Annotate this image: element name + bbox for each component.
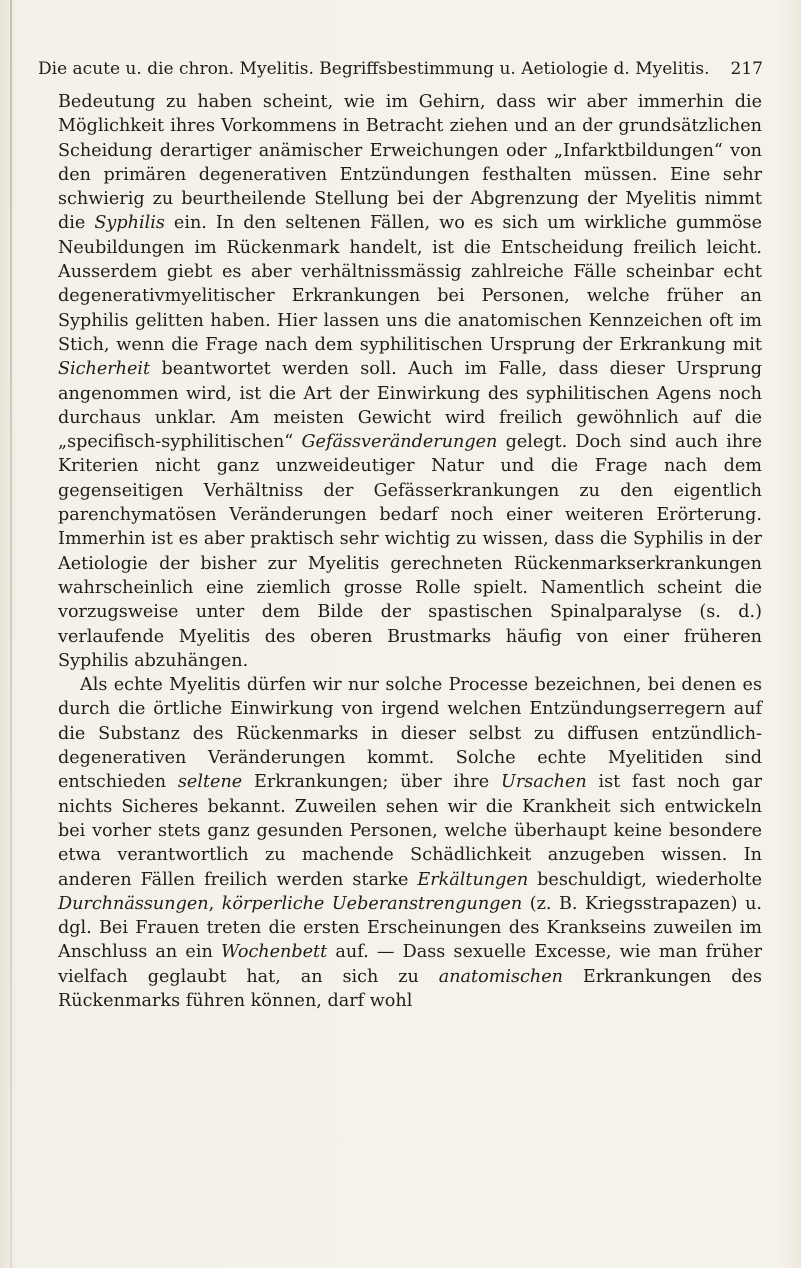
italic-term: Wochenbett: [220, 942, 328, 963]
italic-term: Gefässveränderungen: [301, 432, 498, 453]
text-run: ist fast noch gar nichts Sicheres bekannt. Zuweilen sehen wir die Krankheit sich entwickeln bei vorher stets ganz gesunden Personen, welche überhaupt keine besondere etwa verantwortlich zu machende Schädlichkeit anzugeben wissen. In anderen Fällen freilich werden starke: [58, 772, 763, 890]
page-number: 217: [730, 59, 763, 79]
text-run: Bedeutung zu haben scheint, wie im Gehirn, dass wir aber immerhin die Möglichkeit ihres Vorkommens in Betracht ziehen und an der grundsätzlichen Scheidung derartiger anämischer Erweichungen oder „Infarktbildungen“ von den primären degenerativen Entzündungen festhalten müssen. Eine sehr schwierig zu beurtheilende Stellung bei der Abgrenzung der Myelitis nimmt die: [58, 92, 762, 234]
text-run: beantwortet werden soll. Auch im Falle, dass dieser Ursprung angenommen wird, ist die Art der Einwirkung des syphilitischen Agens noch durchaus unklar. Am meisten Gewicht wird freilich gewöhnlich auf die „specifisch-syphilitischen“: [58, 359, 762, 453]
italic-term: körperliche Ueberanstrengungen: [221, 893, 523, 914]
italic-term: anatomischen: [438, 966, 563, 987]
text-run: ein. In den seltenen Fällen, wo es sich um wirkliche gummöse Neubildungen im Rückenmark handelt, ist die Entscheidung freilich leicht. Ausserdem giebt es aber verhältnissmässig zahlreiche Fälle scheinbar echt degenerativmyelitischer Erkrankungen bei Personen, welche früher an Syphilis gelitten haben. Hier lassen uns die anatomischen Kennzeichen oft im Stich, wenn die Frage nach dem syphilitischen Ursprung der Erkrankung mit: [58, 213, 762, 355]
running-title: Die acute u. die chron. Myelitis. Begriffsbestimmung u. Aetiologie d. Myelitis.: [38, 59, 710, 79]
italic-term: Erkältungen: [417, 869, 529, 890]
page-spine-shadow: [10, 0, 12, 1268]
text-run: Als echte Myelitis dürfen wir nur solche Processe bezeichnen, bei denen es durch die örtliche Einwirkung von irgend welchen Entzündungserregern auf die Substanz des Rückenmarks in dieser selbst zu diffusen entzündlich-degenerativen Veränderungen kommt. Solche echte Myelitiden sind entschieden: [58, 675, 762, 793]
text-run: ,: [208, 893, 222, 914]
body-text: [58, 90, 762, 1013]
text-run: Erkrankungen; über ihre: [242, 772, 502, 793]
text-run: gelegt. Doch sind auch ihre Kriterien nicht ganz unzweideutiger Natur und die Frage nach dem gegenseitigen Verhältniss der Gefässerkrankungen zu den eigentlich parenchymatösen Veränderungen bedarf noch einer weiteren Erörterung. Immerhin ist es aber praktisch sehr wichtig zu wissen, dass die Syphilis in der Aetiologie der bisher zur Myelitis gerechneten Rückenmarkserkrankungen wahrscheinlich eine ziemlich grosse Rolle spielt. Namentlich scheint die vorzugsweise unter dem Bilde der spastischen Spinalparalyse (s. d.) verlaufende Myelitis des oberen Brustmarks häufig von einer früheren Syphilis abzuhängen.: [58, 432, 762, 671]
text-run: auf. — Dass sexuelle Excesse, wie man früher vielfach geglaubt hat, an sich zu: [58, 942, 762, 987]
italic-term: Ursachen: [501, 772, 587, 793]
italic-term: Durchnässungen: [58, 893, 209, 914]
text-run: beschuldigt, wiederholte: [528, 869, 763, 890]
paragraph: [58, 90, 762, 673]
text-run: (z. B. Kriegsstrapazen) u. dgl. Bei Frauen treten die ersten Erscheinungen des Krankseins zuweilen im Anschluss an ein: [58, 893, 762, 963]
italic-term: Sicherheit: [58, 359, 151, 380]
italic-term: Syphilis: [94, 213, 165, 234]
paragraph: [58, 673, 762, 1013]
italic-term: seltene: [177, 772, 243, 793]
text-run: Erkrankungen des Rückenmarks führen können, darf wohl: [58, 966, 762, 1011]
